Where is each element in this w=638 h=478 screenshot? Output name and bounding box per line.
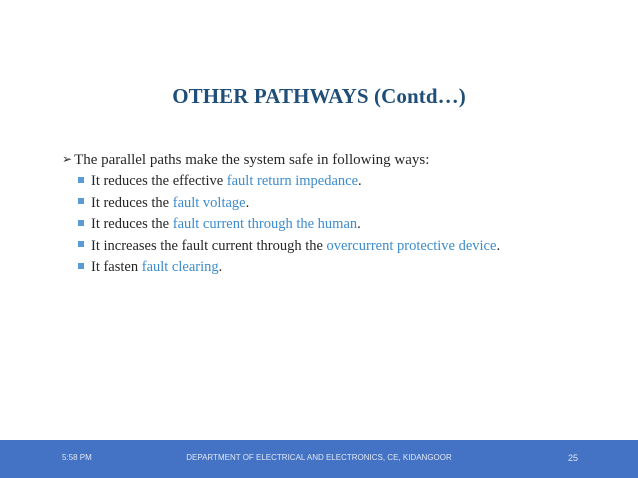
bullet-text: It increases the fault current through the	[91, 237, 327, 254]
bullet-punct: .	[358, 173, 362, 189]
arrow-bullet-icon: ➢	[62, 152, 73, 166]
footer-time: 5:58 PM	[62, 453, 92, 462]
bullet-item	[78, 257, 500, 279]
bullet-text: It reduces the	[91, 194, 173, 211]
intro-line	[62, 152, 429, 169]
bullet-text: It fasten	[91, 259, 142, 275]
slide-title: OTHER PATHWAYS (Contd…)	[172, 84, 466, 108]
bullet-item	[78, 171, 500, 193]
bullet-item	[78, 214, 500, 236]
bullet-highlight: overcurrent protective device	[326, 237, 497, 254]
footer-department: DEPARTMENT OF ELECTRICAL AND ELECTRONICS, CE, KIDANGOOR	[186, 453, 452, 462]
bullet-text: It reduces the effective	[91, 173, 227, 189]
square-bullet-icon	[78, 263, 84, 269]
square-bullet-icon	[78, 177, 84, 183]
intro-text: The parallel paths make the system safe in following ways:	[74, 152, 430, 168]
square-bullet-icon	[78, 241, 84, 247]
bullet-punct: .	[357, 216, 361, 232]
page-number: 25	[567, 453, 578, 463]
bullet-highlight: fault return impedance	[226, 173, 359, 189]
square-bullet-icon	[78, 198, 84, 204]
footer-bar	[0, 440, 638, 478]
bullet-highlight: fault clearing	[141, 259, 219, 275]
bullet-punct: .	[496, 237, 501, 254]
bullet-item	[78, 236, 500, 258]
bullet-list	[78, 171, 500, 279]
bullet-punct: .	[218, 259, 223, 275]
bullet-text: It reduces the	[91, 216, 173, 232]
bullet-item	[78, 193, 500, 215]
bullet-highlight: fault voltage	[172, 194, 246, 211]
square-bullet-icon	[78, 220, 84, 226]
bullet-highlight: fault current through the human	[172, 216, 358, 232]
bullet-punct: .	[245, 194, 250, 211]
